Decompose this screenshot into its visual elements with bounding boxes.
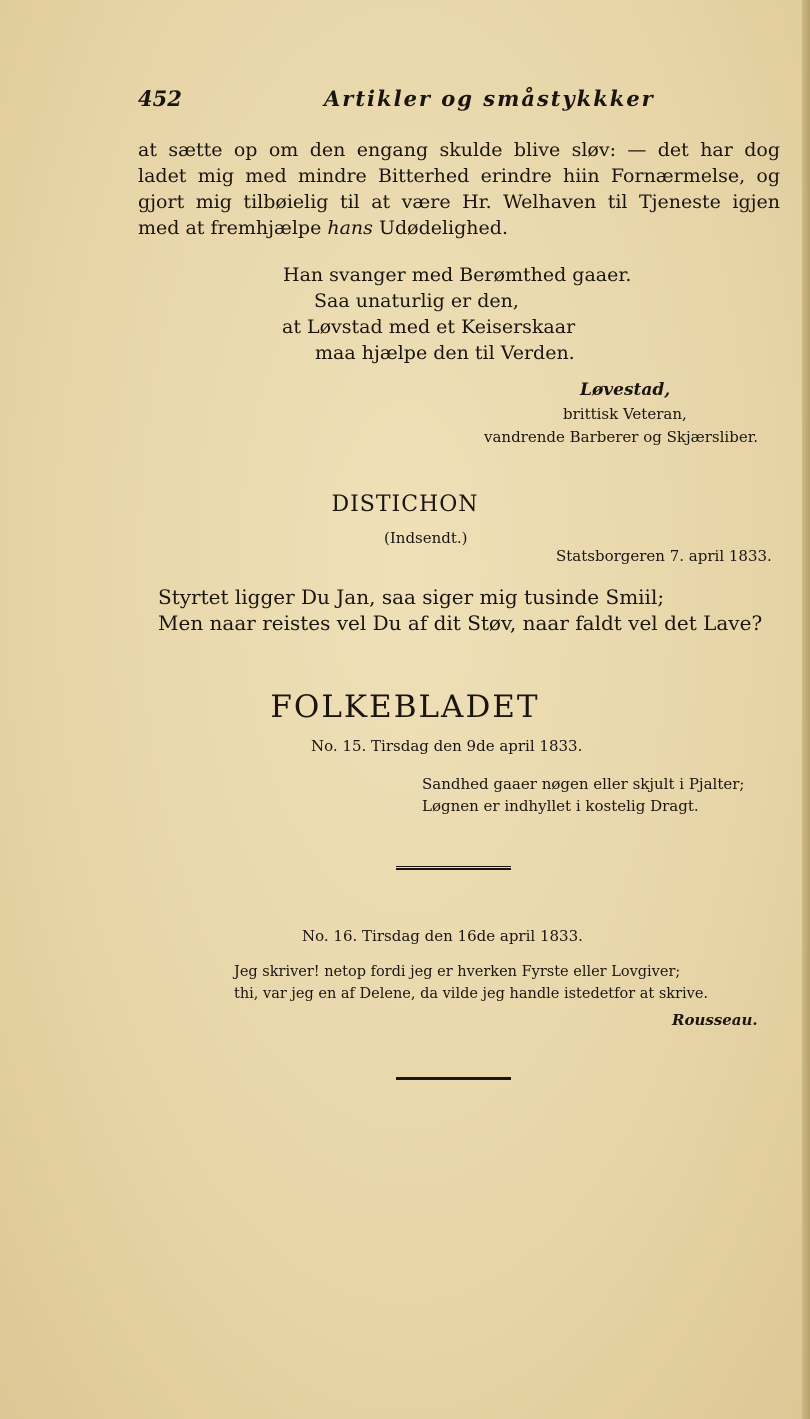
distichon-couplet bbox=[158, 584, 778, 636]
quote-line: Jeg skriver! netop fordi jeg er hverken Fyrste eller Lovgiver; bbox=[234, 964, 681, 980]
section-rule bbox=[396, 866, 511, 870]
distichon-title: DISTICHON bbox=[331, 492, 479, 517]
folkebladet-title: FOLKEBLADET bbox=[270, 689, 540, 725]
verse-line: Saa unaturlig er den, bbox=[314, 290, 519, 312]
quote-author: Rousseau. bbox=[672, 1011, 758, 1029]
signature-line-2: vandrende Barberer og Skjærsliber. bbox=[484, 428, 758, 446]
issue-15-line: No. 15. Tirsdag den 9de april 1833. bbox=[311, 737, 583, 755]
page-number: 452 bbox=[138, 86, 182, 111]
distichon-subtitle: (Indsendt.) bbox=[384, 529, 468, 547]
signature-line-1: brittisk Veteran, bbox=[563, 405, 687, 423]
paragraph-line: ladet mig med mindre Bitterhed erindre hiin Fornærmelse, og bbox=[138, 165, 780, 187]
motto-line: Løgnen er indhyllet i kostelig Dragt. bbox=[422, 797, 699, 815]
couplet-line: Men naar reistes vel Du af dit Støv, naar faldt vel det Lave? bbox=[158, 611, 763, 635]
running-title: Artikler og småstykkker bbox=[324, 86, 655, 111]
issue-16-line: No. 16. Tirsdag den 16de april 1833. bbox=[302, 927, 583, 945]
motto-line: Sandhed gaaer nøgen eller skjult i Pjalter; bbox=[422, 775, 745, 793]
verse-line: at Løvstad med et Keiserskaar bbox=[282, 316, 576, 338]
italic-word: hans bbox=[327, 217, 373, 239]
quote-line: thi, var jeg en af Delene, da vilde jeg handle istedetfor at skrive. bbox=[234, 986, 709, 1002]
verse-line: maa hjælpe den til Verden. bbox=[315, 342, 575, 364]
intro-paragraph bbox=[138, 137, 780, 241]
verse-line: Han svanger med Berømthed gaaer. bbox=[283, 264, 632, 286]
paragraph-line: at sætte op om den engang skulde blive sløv: — det har dog bbox=[138, 139, 780, 161]
paragraph-line-last: med at fremhjælpe hans Udødelighed. bbox=[138, 217, 508, 239]
distichon-dateline: Statsborgeren 7. april 1833. bbox=[556, 547, 772, 565]
couplet-line: Styrtet ligger Du Jan, saa siger mig tusinde Smiil; bbox=[158, 585, 665, 609]
running-header bbox=[138, 86, 778, 114]
paragraph-line: gjort mig tilbøielig til at være Hr. Welhaven til Tjeneste igjen bbox=[138, 191, 780, 213]
signature-name: Løvestad, bbox=[580, 380, 671, 400]
end-rule bbox=[396, 1077, 511, 1080]
